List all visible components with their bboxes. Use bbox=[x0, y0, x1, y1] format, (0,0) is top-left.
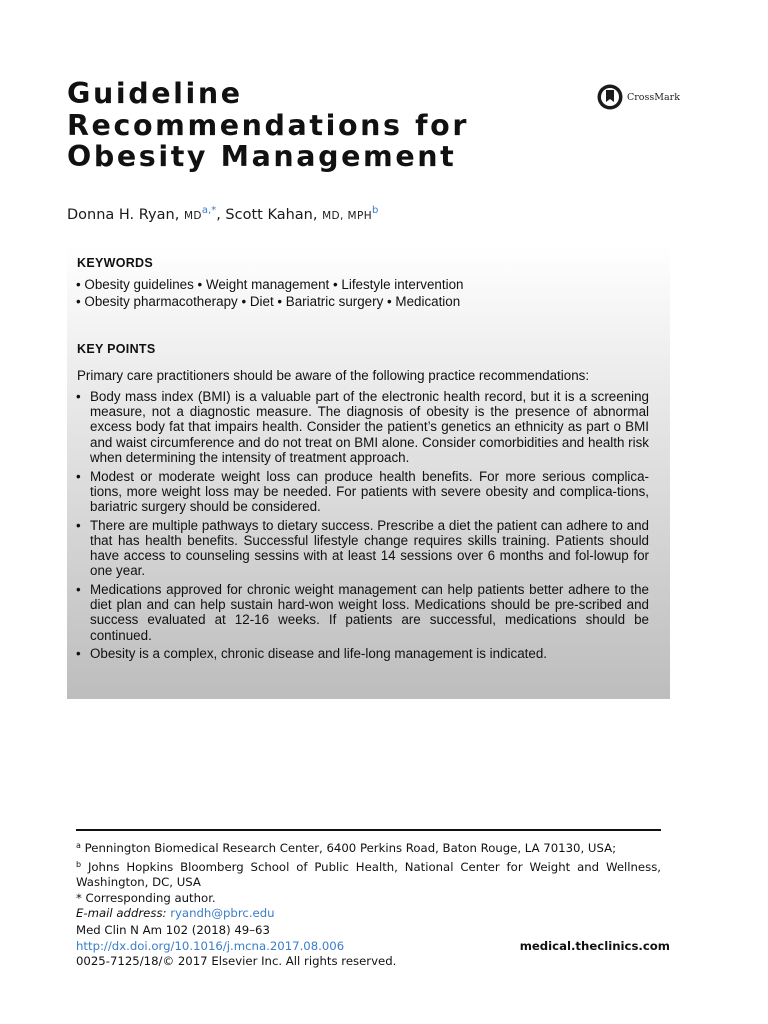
affiliation-footnotes bbox=[76, 829, 661, 922]
key-point-item bbox=[76, 469, 649, 515]
bullet-icon: • bbox=[76, 646, 81, 662]
footnote-a bbox=[76, 838, 661, 857]
bullet-icon: • bbox=[76, 389, 81, 404]
footnote-b-mark: b bbox=[76, 859, 82, 869]
keywords-heading: KEYWORDS bbox=[77, 256, 154, 270]
email-line bbox=[76, 906, 661, 922]
journal-info bbox=[76, 923, 670, 970]
crossmark-icon bbox=[597, 84, 623, 110]
footnote-b bbox=[76, 857, 661, 891]
key-points-heading: KEY POINTS bbox=[77, 342, 156, 356]
author-2-name: Scott Kahan, bbox=[225, 207, 318, 223]
article-title bbox=[67, 78, 469, 173]
title-line-3: Obesity Management bbox=[67, 140, 457, 173]
key-point-text: There are multiple pathways to dietary success. Prescribe a diet the patient can adhere to and that has health benefits. Successful lifestyle change requires skills training. Patients should have access to counseling sessins with at least 14 sessions over 6 months and fol-lowup for one year. bbox=[90, 517, 649, 579]
key-point-text: Obesity is a complex, chronic disease and life-long management is indicated. bbox=[90, 646, 548, 662]
key-point-item bbox=[76, 582, 649, 643]
author-1-name: Donna H. Ryan, bbox=[67, 207, 180, 223]
bullet-icon: • bbox=[76, 468, 81, 484]
key-point-text: Modest or moderate weight loss can produce health benefits. For more serious complica-tions, more weight loss may be needed. For patients with severe obesity and complica-tions, bariatric surgery should be considered. bbox=[90, 468, 649, 514]
key-point-item bbox=[76, 646, 649, 661]
keywords-line-1: • Obesity guidelines • Weight management • Lifestyle intervention bbox=[76, 277, 464, 292]
author-line bbox=[67, 205, 378, 223]
title-line-1: Guideline bbox=[67, 77, 243, 110]
author-2-degree: MD, MPH bbox=[322, 210, 372, 222]
author-1-affiliation[interactable]: a,* bbox=[201, 205, 217, 216]
journal-citation: Med Clin N Am 102 (2018) 49–63 bbox=[76, 923, 270, 937]
footnote-b-text: Johns Hopkins Bloomberg School of Public Health, National Center for Weight and Wellness, Washington, DC, USA bbox=[76, 859, 661, 889]
copyright-line: 0025-7125/18/© 2017 Elsevier Inc. All rights reserved. bbox=[76, 954, 397, 968]
key-points-list bbox=[76, 389, 649, 665]
corresponding-author-note: * Corresponding author. bbox=[76, 890, 216, 905]
email-label: E-mail address: bbox=[76, 906, 167, 920]
author-2-affiliation[interactable]: b bbox=[372, 205, 379, 216]
key-point-text: Body mass index (BMI) is a valuable part of the electronic health record, but it is a screening measure, not a diagnostic measure. The diagnosis of obesity is the presence of abnormal excess body fat that impairs health. Consider the patient’s genetics an ethnicity as part o BMI and waist circumference and do not treat on BMI alone. Consider comorbidities and health risk when determining the intensity of treatment approach. bbox=[90, 389, 649, 465]
bullet-icon: • bbox=[76, 581, 81, 597]
author-separator: , bbox=[216, 207, 221, 223]
title-line-2: Recommendations for bbox=[67, 108, 469, 142]
bullet-icon: • bbox=[76, 517, 81, 533]
crossmark-badge[interactable] bbox=[597, 84, 680, 110]
keywords-keypoints-box bbox=[67, 246, 670, 699]
key-point-text: Medications approved for chronic weight management can help patients better adhere to the diet plan and can help sustain hard-won weight loss. Medications should be pre-scribed and success evaluated at 12-16 weeks. If patients are successful, medications should be continued. bbox=[90, 581, 649, 643]
keywords-line-2: • Obesity pharmacotherapy • Diet • Bariatric surgery • Medication bbox=[76, 294, 461, 309]
author-1-degree: MD bbox=[183, 210, 202, 222]
footnote-a-text: Pennington Biomedical Research Center, 6400 Perkins Road, Baton Rouge, LA 70130, USA; bbox=[84, 841, 617, 855]
journal-site-link[interactable]: medical.theclinics.com bbox=[519, 938, 670, 953]
key-points-intro: Primary care practitioners should be aware of the following practice recommendations: bbox=[77, 368, 590, 383]
email-link[interactable]: ryandh@pbrc.edu bbox=[170, 906, 275, 920]
crossmark-label: CrossMark bbox=[627, 91, 680, 103]
key-point-item bbox=[76, 518, 649, 579]
key-point-item bbox=[76, 389, 649, 465]
doi-link[interactable]: http://dx.doi.org/10.1016/j.mcna.2017.08.006 bbox=[76, 938, 345, 953]
footnote-a-mark: a bbox=[76, 841, 81, 850]
